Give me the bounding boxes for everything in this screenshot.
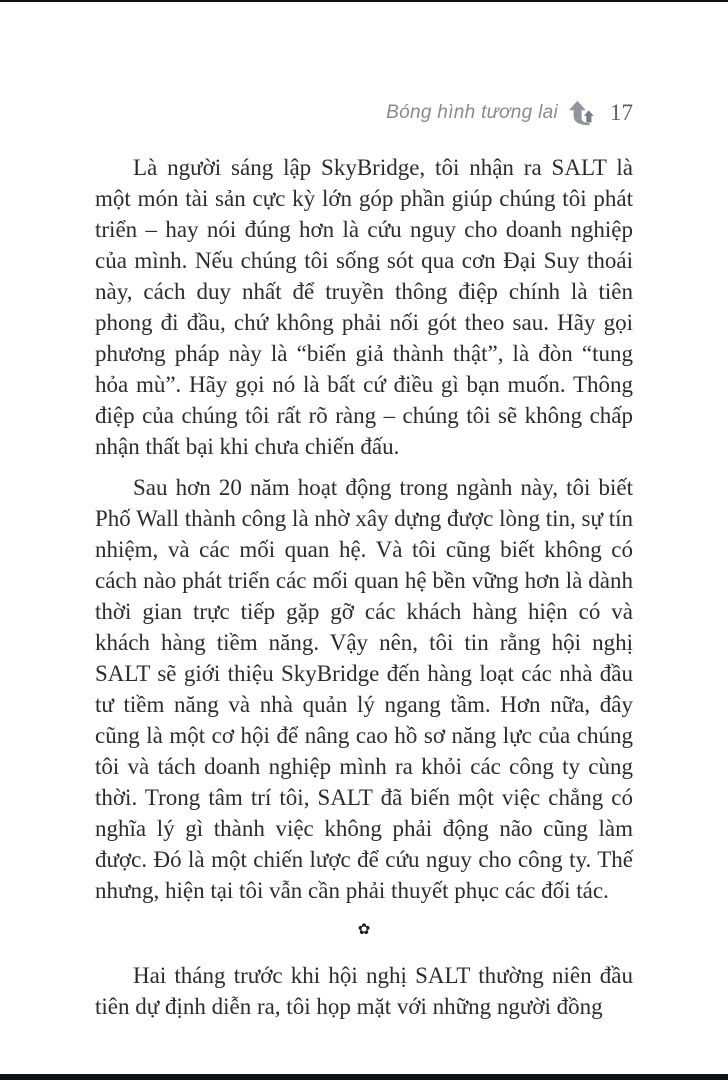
section-separator-florette: ✿	[357, 922, 371, 938]
paragraph-1: Là người sáng lập SkyBridge, tôi nhận ra SALT là một món tài sản cực kỳ lớn góp phần giúp chúng tôi phát triển – hay nói đúng hơn là cứu nguy cho doanh nghiệp của mình. Nếu chúng tôi sống sót qua cơn Đại Suy thoái này, cách duy nhất để truyền thông điệp chính là tiên phong đi đầu, chứ không phải nối gót theo sau. Hãy gọi phương pháp này là “biến giả thành thật”, là đòn “tung hỏa mù”. Hãy gọi nó là bất cứ điều gì bạn muốn. Thông điệp của chúng tôi rất rõ ràng – chúng tôi sẽ không chấp nhận thất bại khi chưa chiến đấu.	[95, 155, 633, 459]
running-title: Bóng hình tương lai	[386, 102, 558, 123]
double-up-arrow-icon	[568, 99, 598, 127]
page-number: 17	[610, 100, 633, 125]
page-header	[95, 96, 633, 130]
top-edge-rule	[0, 0, 728, 2]
body-text	[95, 152, 633, 1032]
bottom-edge-bar	[0, 1074, 728, 1080]
paragraph-3: Hai tháng trước khi hội nghị SALT thường niên đầu tiên dự định diễn ra, tôi họp mặt với những người đồng	[95, 963, 633, 1019]
paragraph-2: Sau hơn 20 năm hoạt động trong ngành này, tôi biết Phố Wall thành công là nhờ xây dựng được lòng tin, sự tín nhiệm, và các mối quan hệ. Và tôi cũng biết không có cách nào phát triển các mối quan hệ bền vững hơn là dành thời gian trực tiếp gặp gỡ các khách hàng hiện có và khách hàng tiềm năng. Vậy nên, tôi tin rằng hội nghị SALT sẽ giới thiệu SkyBridge đến hàng loạt các nhà đầu tư tiềm năng và nhà quản lý ngang tầm. Hơn nữa, đây cũng là một cơ hội để nâng cao hồ sơ năng lực của chúng tôi và tách doanh nghiệp mình ra khỏi các công ty cùng thời. Trong tâm trí tôi, SALT đã biến một việc chẳng có nghĩa lý gì thành việc không phải động não cũng làm được. Đó là một chiến lược để cứu nguy cho công ty. Thế nhưng, hiện tại tôi vẫn cần phải thuyết phục các đối tác.	[95, 475, 633, 903]
